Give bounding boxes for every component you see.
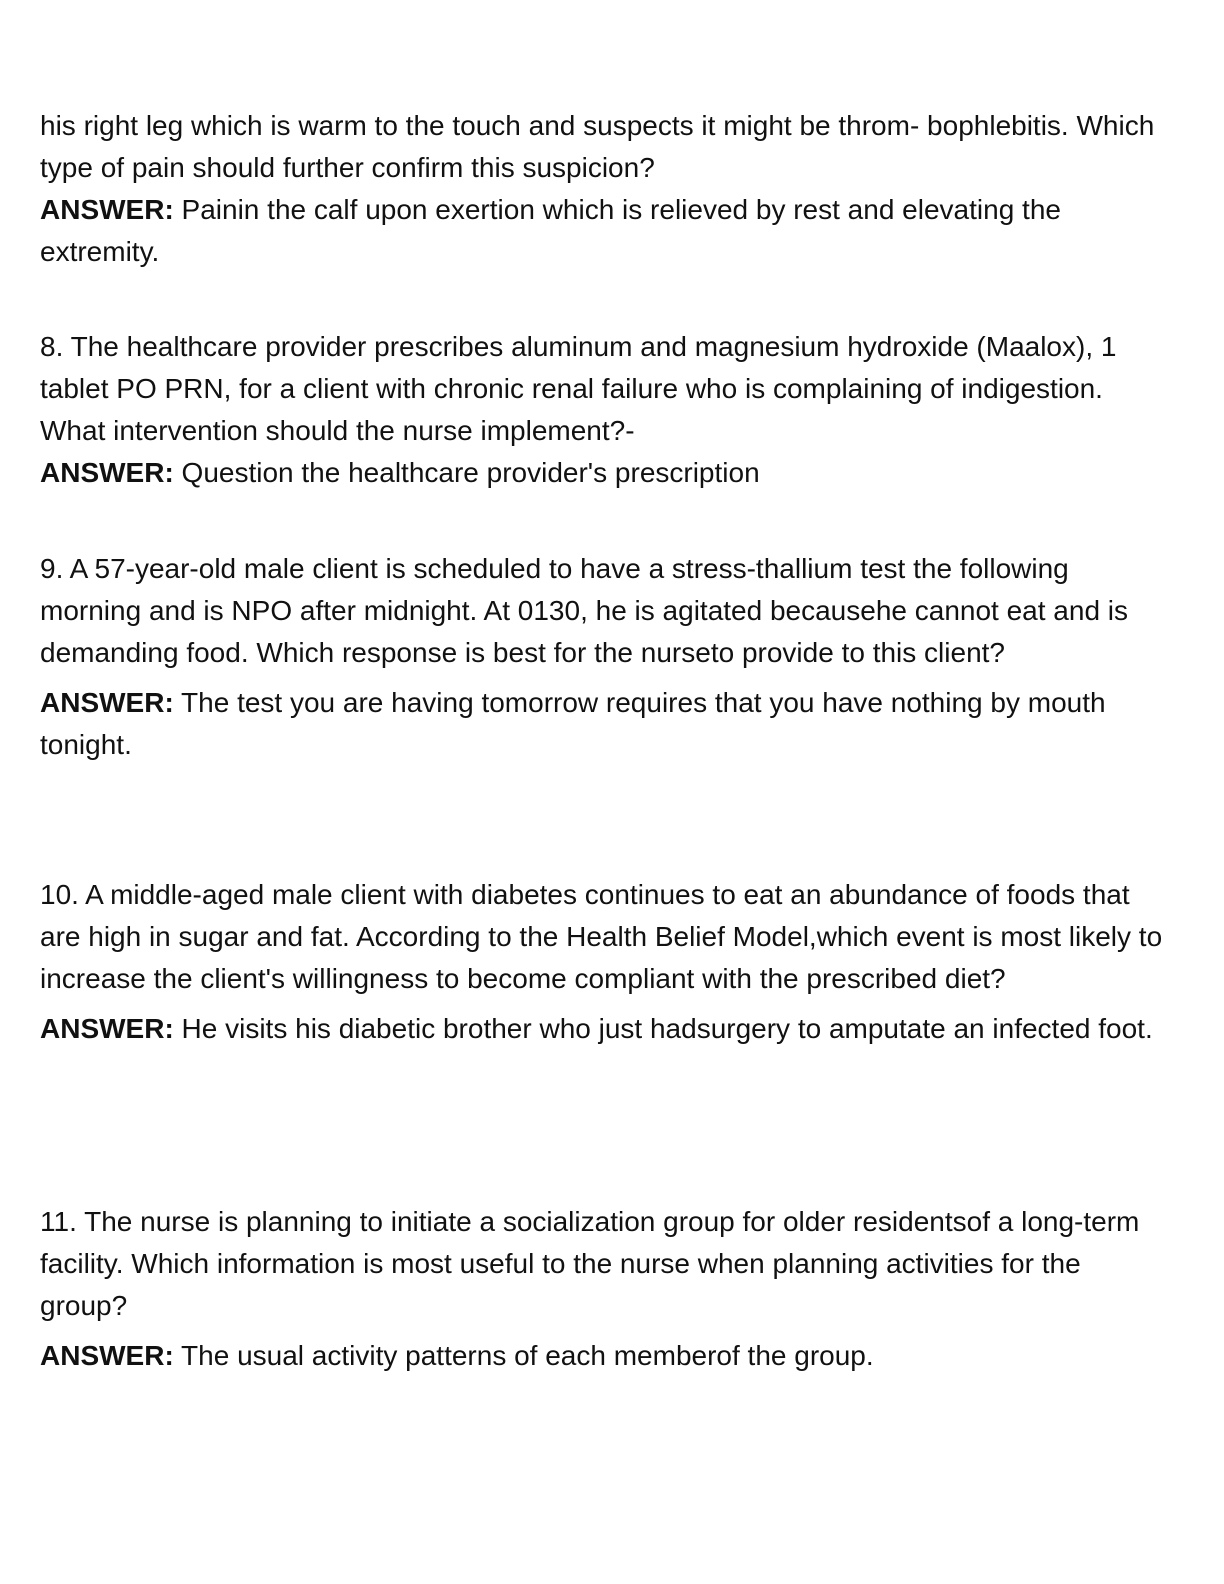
answer-paragraph <box>40 1335 1170 1377</box>
question-text: 10. A middle-aged male client with diabetes continues to eat an abundance of foods that are high in sugar and fat. According to the Health Belief Model,which event is most likely to increase the client's willingness to become compliant with the prescribed diet? <box>40 879 1163 994</box>
qa-item-10 <box>40 874 1170 1050</box>
answer-text: He visits his diabetic brother who just hadsurgery to amputate an infected foot. <box>181 1013 1153 1044</box>
question-text: 9. A 57-year-old male client is scheduled to have a stress-thallium test the following morning and is NPO after midnight. At 0130, he is agitated becausehe cannot eat and is demanding food. Which response is best for the nurseto provide to this client? <box>40 553 1129 668</box>
answer-text: The test you are having tomorrow requires that you have nothing by mouth tonight. <box>40 687 1106 760</box>
question-text: 8. The healthcare provider prescribes aluminum and magnesium hydroxide (Maalox), 1 tablet PO PRN, for a client with chronic renal failure who is complaining of indigestion. What intervention should the nurse implement?- <box>40 331 1117 446</box>
answer-text: The usual activity patterns of each memberof the group. <box>181 1340 874 1371</box>
answer-paragraph <box>40 452 1170 494</box>
answer-text: Question the healthcare provider's prescription <box>181 457 760 488</box>
qa-item-7 <box>40 105 1170 273</box>
answer-label: ANSWER: <box>40 457 174 488</box>
qa-item-9 <box>40 548 1170 766</box>
answer-paragraph <box>40 189 1170 273</box>
qa-item-11 <box>40 1201 1170 1377</box>
question-text: his right leg which is warm to the touch and suspects it might be throm- bophlebitis. Which type of pain should further confirm this suspicion? <box>40 110 1155 183</box>
answer-paragraph <box>40 1008 1170 1050</box>
answer-paragraph <box>40 682 1170 766</box>
answer-label: ANSWER: <box>40 1340 174 1371</box>
answer-label: ANSWER: <box>40 1013 174 1044</box>
question-text: 11. The nurse is planning to initiate a socialization group for older residentsof a long-term facility. Which information is most useful to the nurse when planning activities for the group? <box>40 1206 1140 1321</box>
qa-item-8 <box>40 326 1170 494</box>
answer-label: ANSWER: <box>40 194 174 225</box>
answer-text: Painin the calf upon exertion which is relieved by rest and elevating the extremity. <box>40 194 1061 267</box>
answer-label: ANSWER: <box>40 687 174 718</box>
